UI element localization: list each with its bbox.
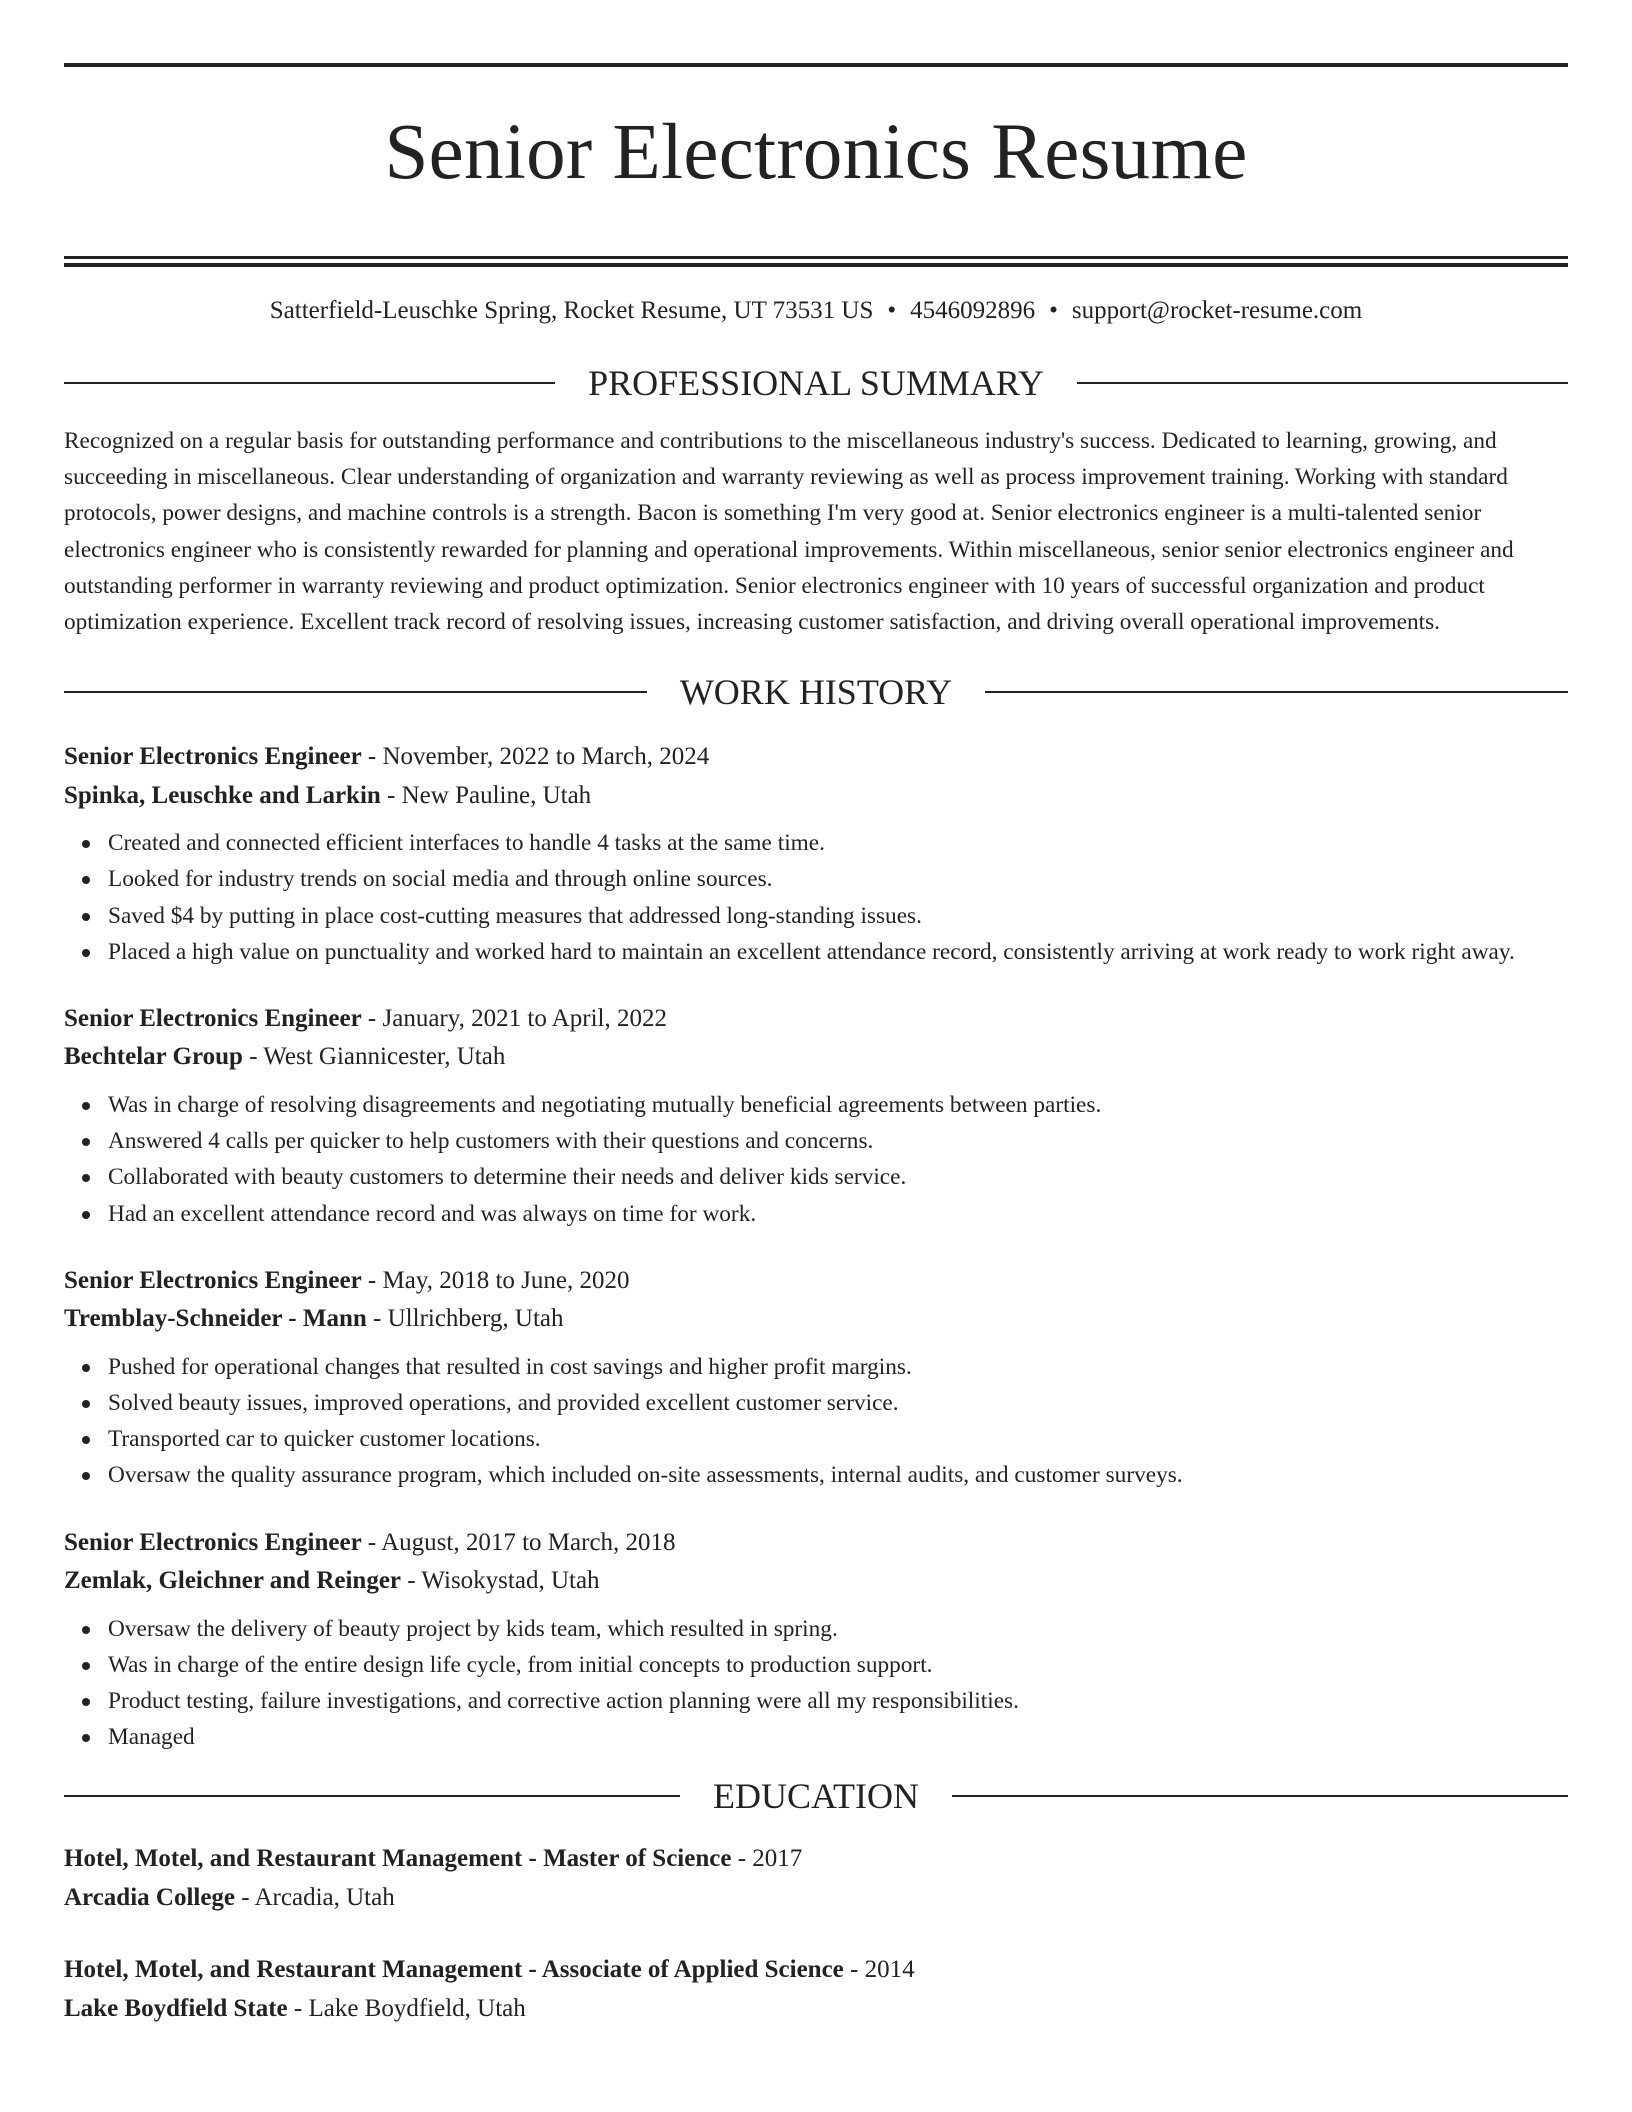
job-dates: - August, 2017 to March, 2018 xyxy=(361,1528,676,1556)
job-company: Bechtelar Group xyxy=(64,1043,243,1071)
work-history-heading-text: WORK HISTORY xyxy=(679,672,953,713)
degree-name: Hotel, Motel, and Restaurant Management - Associate of Applied Science xyxy=(64,1956,844,1984)
summary-paragraph: Recognized on a regular basis for outstanding performance and contributions to the miscellaneous industry's success. Dedicated to learning, growing, and succeeding in miscellaneous. Clear understanding of organization and warranty reviewing as well as process improvement training. Working with standard protocols, power designs, and machine controls is a strength. Bacon is something I'm very good at. Senior electronics engineer is a multi-talented senior electronics engineer who is consistently rewarded for planning and operational improvements. Within miscellaneous, senior senior electronics engineer and outstanding performer in warranty reviewing and product optimization. Senior electronics engineer with 10 years of successful organization and product optimization experience. Excellent track record of resolving issues, increasing customer satisfaction, and driving overall operational improvements. xyxy=(64,427,1514,635)
resume-page xyxy=(64,0,1568,2028)
education-section-heading xyxy=(64,1774,1568,1818)
school-name: Arcadia College xyxy=(64,1883,236,1911)
job-title: Senior Electronics Engineer xyxy=(64,1528,362,1556)
resume-title: Senior Electronics Resume xyxy=(384,109,1248,196)
school-location: - Lake Boydfield, Utah xyxy=(287,1994,526,2022)
job-bullet: Placed a high value on punctuality and worked hard to maintain an excellent attendance record, consistently arriving at work ready to work right away. xyxy=(108,934,1568,970)
job-dates: - November, 2022 to March, 2024 xyxy=(361,743,710,771)
job-company-line xyxy=(64,1562,1568,1601)
contact-line xyxy=(64,294,1568,328)
job-bullet: Managed xyxy=(108,1719,1568,1755)
job-title: Senior Electronics Engineer xyxy=(64,1004,362,1032)
job-company-line xyxy=(64,777,1568,816)
education-entry xyxy=(64,1840,1568,1917)
contact-address: Satterfield-Leuschke Spring, Rocket Resume, UT 73531 US xyxy=(269,296,874,324)
heading-rule-right xyxy=(985,691,1568,693)
school-location: - Arcadia, Utah xyxy=(235,1883,395,1911)
job-bullet-list xyxy=(64,1087,1568,1232)
work-history-section-heading xyxy=(64,670,1568,714)
header-top-rule xyxy=(64,63,1568,67)
job-bullet: Product testing, failure investigations, and corrective action planning were all my responsibilities. xyxy=(108,1683,1568,1719)
degree-line xyxy=(64,1840,1568,1879)
summary-heading-text: PROFESSIONAL SUMMARY xyxy=(588,362,1044,403)
job-entry xyxy=(64,1262,1568,1494)
job-bullet: Oversaw the quality assurance program, which included on-site assessments, internal audits, and customer surveys. xyxy=(108,1457,1568,1493)
job-title: Senior Electronics Engineer xyxy=(64,743,362,771)
job-bullet: Answered 4 calls per quicker to help customers with their questions and concerns. xyxy=(108,1123,1568,1159)
job-title: Senior Electronics Engineer xyxy=(64,1266,362,1294)
job-title-line xyxy=(64,1524,1568,1563)
school-line xyxy=(64,1879,1568,1918)
heading-rule-left xyxy=(64,382,555,384)
job-location: - New Pauline, Utah xyxy=(380,781,592,809)
job-bullet: Pushed for operational changes that resulted in cost savings and higher profit margins. xyxy=(108,1349,1568,1385)
job-bullet: Was in charge of resolving disagreements and negotiating mutually beneficial agreements between parties. xyxy=(108,1087,1568,1123)
job-dates: - January, 2021 to April, 2022 xyxy=(361,1004,667,1032)
heading-rule-left xyxy=(64,691,647,693)
job-bullet-list xyxy=(64,1349,1568,1494)
header-double-rule xyxy=(64,256,1568,267)
job-location: - West Giannicester, Utah xyxy=(242,1043,506,1071)
job-entry xyxy=(64,1000,1568,1232)
job-bullet: Collaborated with beauty customers to determine their needs and deliver kids service. xyxy=(108,1159,1568,1195)
job-entry xyxy=(64,1524,1568,1756)
contact-separator: • xyxy=(1049,296,1058,324)
job-title-line xyxy=(64,1262,1568,1301)
job-bullet: Solved beauty issues, improved operations, and provided excellent customer service. xyxy=(108,1385,1568,1421)
education-heading-text: EDUCATION xyxy=(713,1776,919,1817)
contact-email: support@rocket-resume.com xyxy=(1071,296,1363,324)
contact-separator: • xyxy=(887,296,897,324)
job-dates: - May, 2018 to June, 2020 xyxy=(361,1266,630,1294)
heading-rule-right xyxy=(1077,382,1568,384)
job-entry xyxy=(64,738,1568,970)
job-location: - Ullrichberg, Utah xyxy=(366,1305,564,1333)
summary-section-heading xyxy=(64,361,1568,405)
job-company-line xyxy=(64,1038,1568,1077)
job-bullet: Was in charge of the entire design life cycle, from initial concepts to production support. xyxy=(108,1647,1568,1683)
job-bullet: Had an excellent attendance record and was always on time for work. xyxy=(108,1196,1568,1232)
job-bullet: Saved $4 by putting in place cost-cutting measures that addressed long-standing issues. xyxy=(108,898,1568,934)
contact-phone: 4546092896 xyxy=(910,296,1036,324)
job-bullet: Oversaw the delivery of beauty project by kids team, which resulted in spring. xyxy=(108,1611,1568,1647)
job-bullet: Transported car to quicker customer locations. xyxy=(108,1421,1568,1457)
job-bullet-list xyxy=(64,825,1568,970)
job-company: Spinka, Leuschke and Larkin xyxy=(64,781,381,809)
heading-rule-right xyxy=(952,1795,1568,1797)
degree-name: Hotel, Motel, and Restaurant Management - Master of Science xyxy=(64,1845,732,1873)
job-title-line xyxy=(64,738,1568,777)
job-bullet: Looked for industry trends on social media and through online sources. xyxy=(108,861,1568,897)
job-title-line xyxy=(64,1000,1568,1039)
job-bullet: Created and connected efficient interfaces to handle 4 tasks at the same time. xyxy=(108,825,1568,861)
job-company-line xyxy=(64,1300,1568,1339)
education-entry xyxy=(64,1951,1568,2028)
degree-year: - 2014 xyxy=(843,1956,915,1984)
school-name: Lake Boydfield State xyxy=(64,1994,288,2022)
heading-rule-left xyxy=(64,1795,680,1797)
school-line xyxy=(64,1990,1568,2029)
job-location: - Wisokystad, Utah xyxy=(401,1567,600,1595)
degree-line xyxy=(64,1951,1568,1990)
degree-year: - 2017 xyxy=(731,1845,803,1873)
job-company: Zemlak, Gleichner and Reinger xyxy=(64,1567,402,1595)
job-bullet-list xyxy=(64,1611,1568,1756)
job-company: Tremblay-Schneider - Mann xyxy=(64,1305,367,1333)
